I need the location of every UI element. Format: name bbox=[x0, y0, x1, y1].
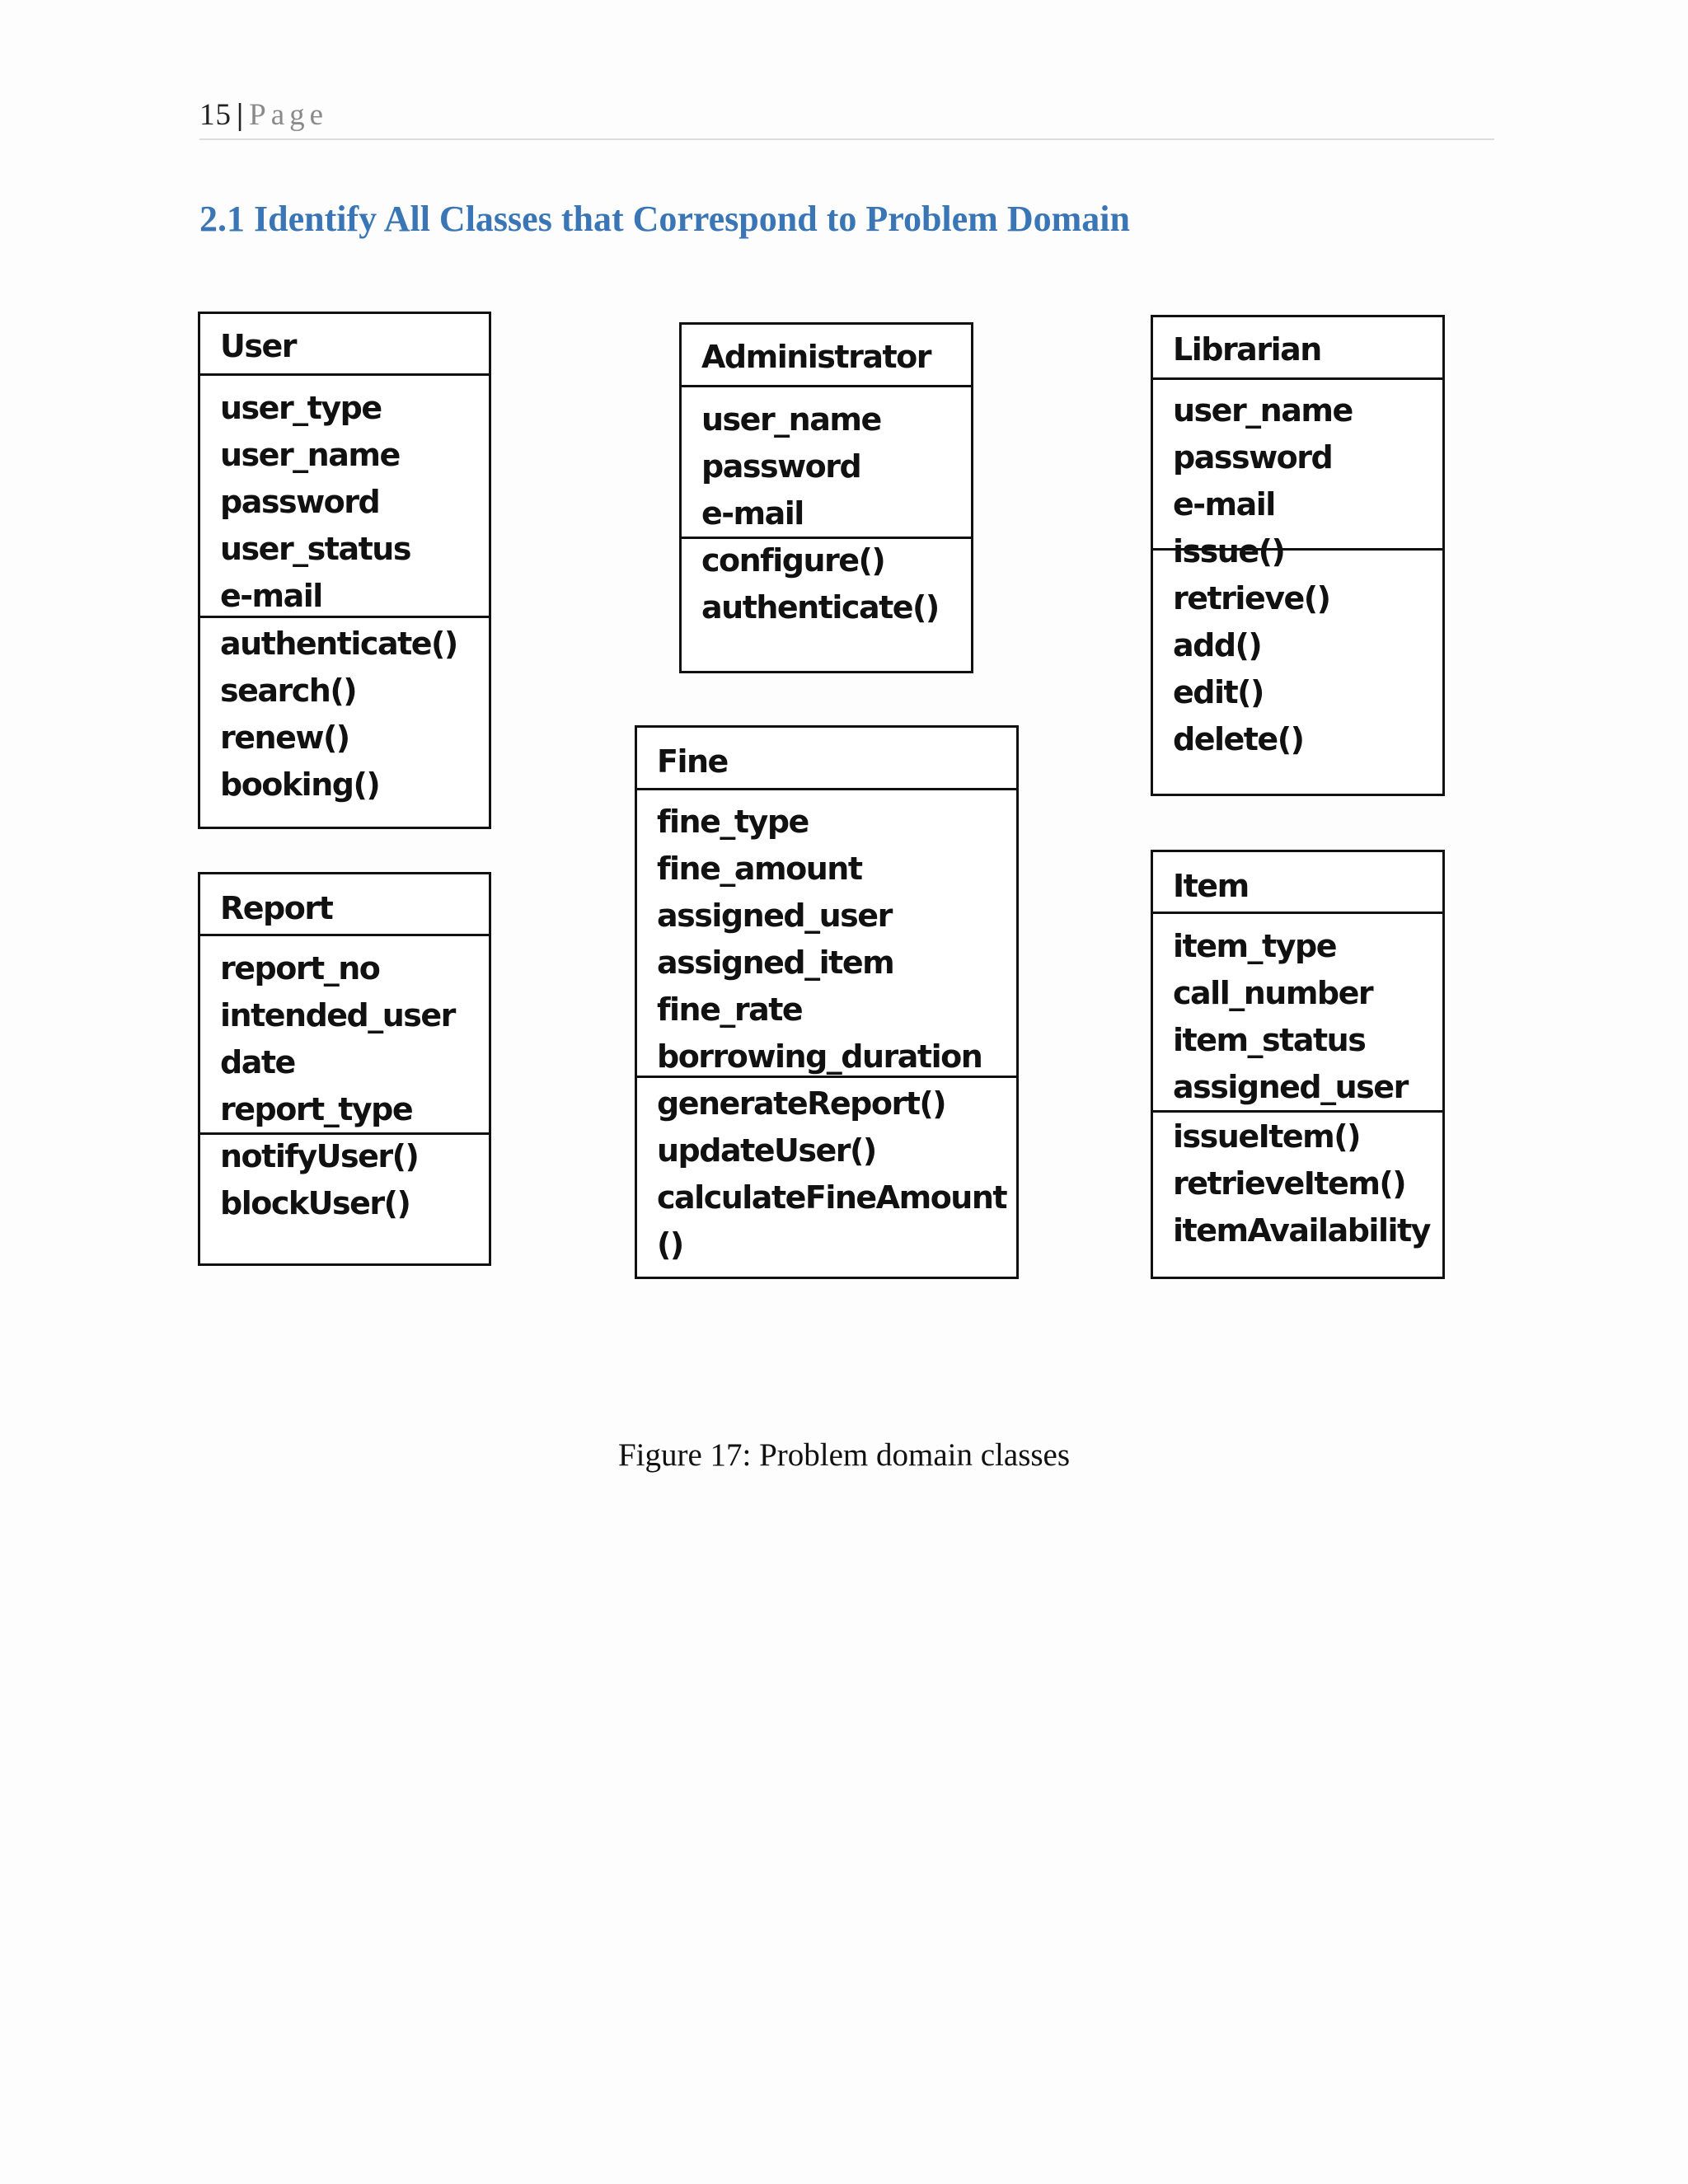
attribute: assigned_user bbox=[1173, 1069, 1408, 1105]
page-label: Page bbox=[249, 98, 329, 132]
method: generateReport() bbox=[657, 1085, 946, 1122]
method: retrieveItem() bbox=[1173, 1165, 1406, 1202]
class-methods bbox=[220, 1133, 489, 1227]
class-box-librarian bbox=[1151, 315, 1445, 796]
attribute: user_name bbox=[1173, 392, 1353, 429]
attribute: assigned_item bbox=[657, 944, 894, 981]
attribute: report_no bbox=[220, 950, 380, 987]
attribute: report_type bbox=[220, 1091, 413, 1127]
attribute: date bbox=[220, 1044, 295, 1080]
class-name: Fine bbox=[637, 728, 1016, 790]
attribute: fine_amount bbox=[657, 851, 862, 887]
attribute: intended_user bbox=[220, 997, 455, 1033]
attribute: fine_rate bbox=[657, 991, 803, 1028]
class-attributes bbox=[701, 396, 971, 537]
compartment-divider bbox=[637, 1076, 1016, 1078]
attribute: user_type bbox=[220, 390, 382, 426]
class-name: Report bbox=[200, 874, 489, 936]
method: search() bbox=[220, 673, 357, 709]
attribute: user_name bbox=[220, 437, 400, 473]
method: itemAvailability bbox=[1173, 1212, 1430, 1249]
attribute: item_type bbox=[1173, 928, 1336, 964]
attribute: item_status bbox=[1173, 1022, 1366, 1058]
method: blockUser() bbox=[220, 1185, 410, 1221]
method: authenticate() bbox=[701, 589, 939, 626]
class-methods bbox=[701, 537, 971, 631]
header-rule bbox=[199, 138, 1494, 140]
class-box-user bbox=[198, 312, 491, 829]
method: notifyUser() bbox=[220, 1138, 419, 1174]
method: authenticate() bbox=[220, 626, 457, 662]
class-attributes bbox=[220, 385, 489, 620]
method: renew() bbox=[220, 719, 349, 756]
method: retrieve() bbox=[1173, 580, 1330, 616]
class-box-report bbox=[198, 872, 491, 1266]
method: updateUser() bbox=[657, 1132, 876, 1169]
page-header bbox=[199, 97, 328, 133]
class-box-administrator bbox=[679, 322, 973, 673]
class-box-item bbox=[1151, 850, 1445, 1279]
class-methods bbox=[220, 621, 489, 808]
class-name: User bbox=[200, 314, 489, 376]
class-name: Librarian bbox=[1153, 317, 1442, 380]
method: edit() bbox=[1173, 674, 1264, 710]
attribute: user_status bbox=[220, 531, 410, 567]
class-methods bbox=[657, 1080, 1016, 1268]
section-heading: 2.1 Identify All Classes that Correspond to Problem Domain bbox=[199, 199, 1130, 239]
page-header-separator: | bbox=[237, 98, 245, 132]
method: add() bbox=[1173, 627, 1262, 663]
class-box-fine bbox=[635, 725, 1019, 1279]
method: configure() bbox=[701, 542, 885, 579]
class-name: Item bbox=[1153, 852, 1442, 914]
class-attributes bbox=[657, 799, 1016, 1080]
attribute: e-mail bbox=[1173, 486, 1275, 523]
method: () bbox=[657, 1226, 683, 1263]
attribute: user_name bbox=[701, 401, 881, 438]
method: calculateFineAmount bbox=[657, 1179, 1007, 1216]
attribute: call_number bbox=[1173, 975, 1373, 1011]
method: delete() bbox=[1173, 721, 1304, 757]
method: booking() bbox=[220, 766, 380, 803]
class-methods bbox=[1173, 1113, 1442, 1254]
attribute: password bbox=[220, 484, 380, 520]
attribute: e-mail bbox=[220, 578, 322, 614]
attribute: borrowing_duration bbox=[657, 1038, 982, 1075]
class-name: Administrator bbox=[682, 325, 971, 387]
method: issue() bbox=[1173, 533, 1285, 569]
compartment-divider bbox=[200, 616, 489, 618]
attribute: assigned_user bbox=[657, 898, 892, 934]
method: issueItem() bbox=[1173, 1118, 1360, 1155]
attribute: password bbox=[701, 448, 861, 485]
attribute: password bbox=[1173, 439, 1333, 476]
attribute: e-mail bbox=[701, 495, 804, 532]
class-attributes bbox=[220, 945, 489, 1133]
compartment-divider bbox=[1153, 1110, 1442, 1113]
class-attributes bbox=[1173, 923, 1442, 1111]
figure-caption: Figure 17: Problem domain classes bbox=[617, 1437, 1071, 1473]
class-attributes bbox=[1173, 387, 1442, 528]
page-number: 15 bbox=[199, 98, 232, 132]
class-methods bbox=[1173, 528, 1442, 763]
attribute: fine_type bbox=[657, 804, 809, 840]
